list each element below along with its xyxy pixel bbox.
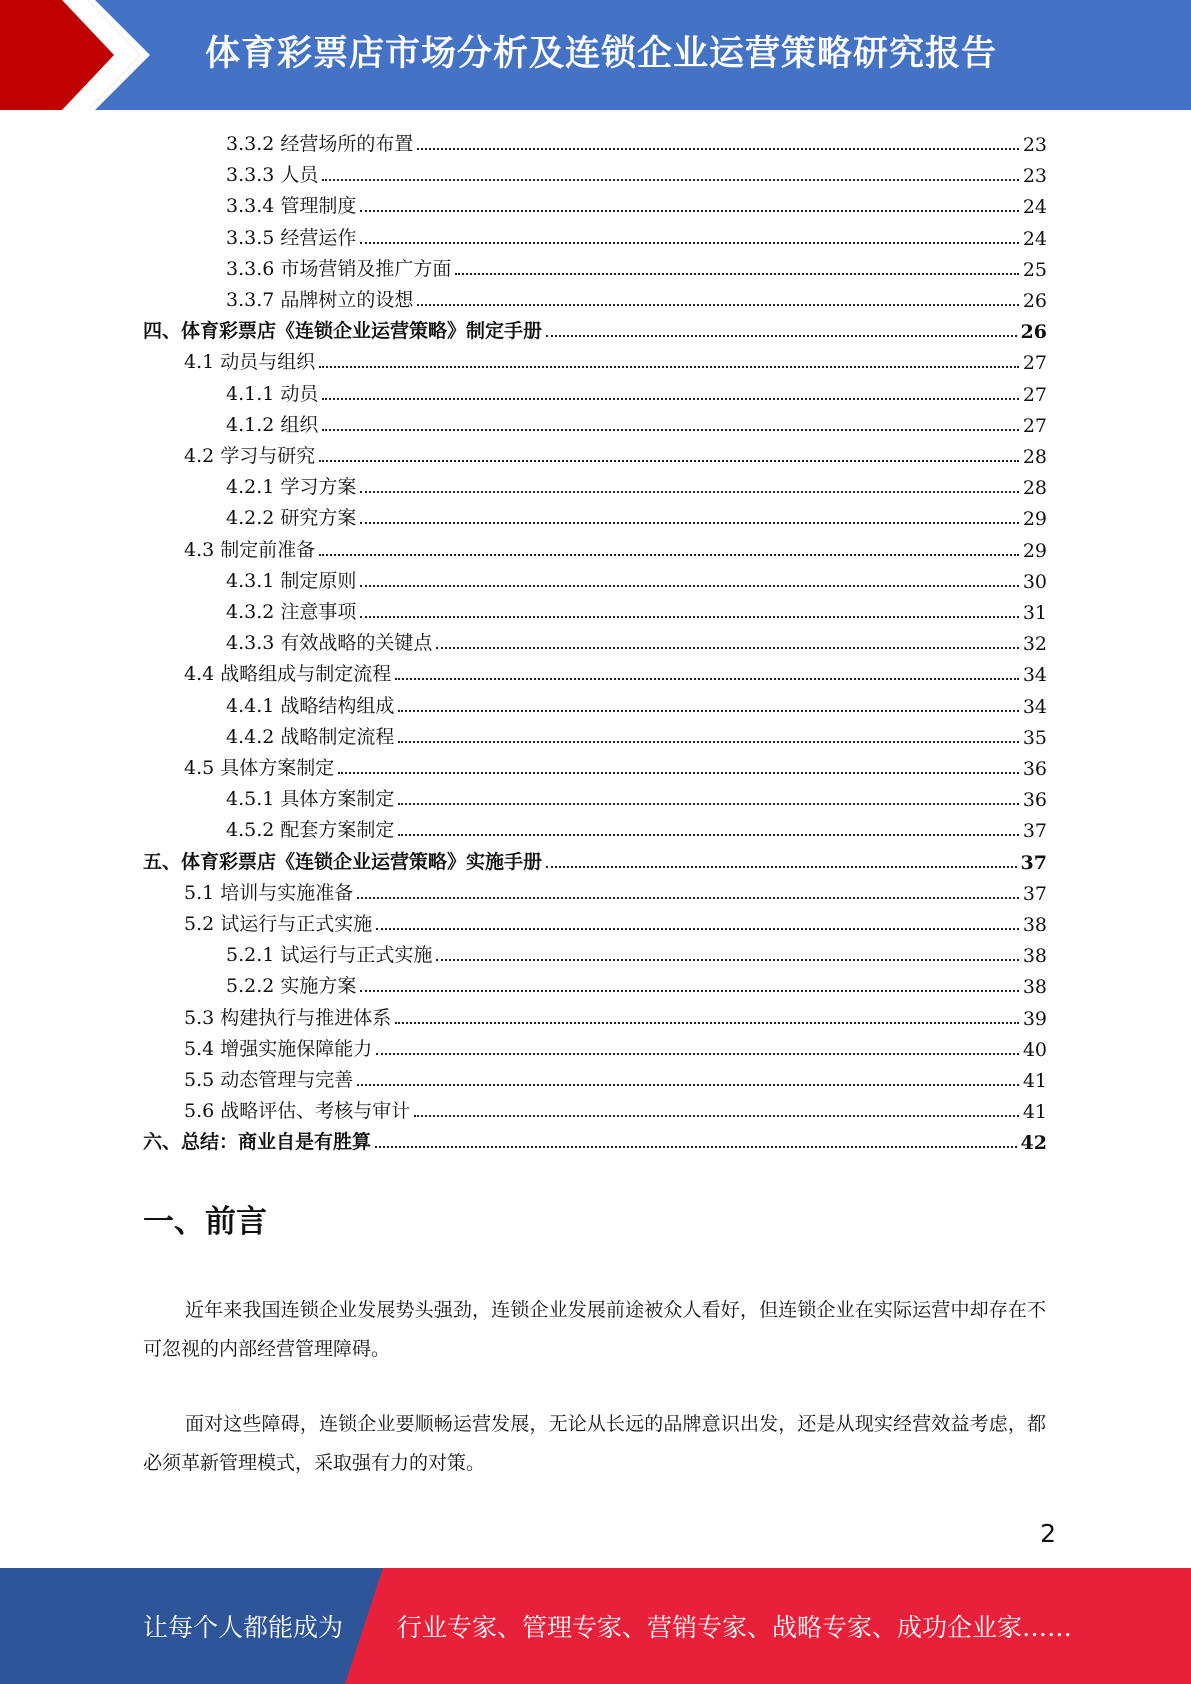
footer-slogan-right: 行业专家、管理专家、营销专家、战略专家、成功企业家…… [397,1613,1073,1642]
toc-entry-label: 5.4 增强实施保障能力 [184,1038,373,1060]
toc-leader-dots [360,209,1018,212]
toc-entry-page: 38 [1022,976,1047,998]
toc-leader-dots [357,896,1019,899]
toc-entry-page: 34 [1022,664,1047,686]
toc-entry-label: 4.3.3 有效战略的关键点 [226,632,433,654]
toc-entry-page: 42 [1020,1132,1047,1154]
toc-entry[interactable] [184,874,1047,905]
toc-entry-label: 5.2.2 实施方案 [226,975,357,997]
toc-entry-page: 27 [1022,384,1047,406]
toc-entry-label: 4.2 学习与研究 [184,445,316,467]
toc-entry-label: 4.1.2 组织 [226,414,319,436]
toc-entry-label: 五、体育彩票店《连锁企业运营策略》实施手册 [143,851,543,873]
toc-leader-dots [398,833,1018,836]
toc-entry[interactable] [184,1061,1047,1092]
toc-entry-label: 3.3.3 人员 [226,164,319,186]
toc-entry-label: 5.1 培训与实施准备 [184,882,354,904]
toc-entry[interactable] [226,406,1047,437]
toc-entry[interactable] [226,811,1047,842]
toc-entry-label: 4.2.2 研究方案 [226,507,357,529]
toc-entry-label: 3.3.7 品牌树立的设想 [226,289,414,311]
toc-leader-dots [376,1052,1019,1055]
toc-entry-label: 5.5 动态管理与完善 [184,1069,354,1091]
toc-entry[interactable] [226,187,1047,218]
toc-leader-dots [360,241,1018,244]
toc-entry-label: 4.1 动员与组织 [184,351,316,373]
toc-leader-dots [319,365,1019,368]
toc-leader-dots [322,428,1018,431]
toc-entry[interactable] [226,219,1047,250]
toc-entry-page: 32 [1022,633,1047,655]
toc-entry-label: 3.3.5 经营运作 [226,227,357,249]
page-header [0,0,1191,110]
toc-entry[interactable] [226,780,1047,811]
toc-leader-dots [395,1021,1019,1024]
toc-leader-dots [414,1114,1019,1117]
toc-entry[interactable] [143,1123,1047,1154]
toc-entry-page: 34 [1022,696,1047,718]
toc-leader-dots [357,1083,1019,1086]
toc-entry-page: 37 [1020,852,1047,874]
toc-entry[interactable] [226,624,1047,655]
toc-leader-dots [417,303,1018,306]
toc-leader-dots [376,927,1019,930]
toc-leader-dots [360,615,1018,618]
page-footer [0,1568,1191,1684]
toc-leader-dots [436,646,1018,649]
toc-entry[interactable] [184,749,1047,780]
section-heading: 一、前言 [143,1204,267,1240]
footer-slogan-left: 让每个人都能成为 [143,1613,344,1642]
toc-leader-dots [360,521,1018,524]
toc-entry[interactable] [184,1030,1047,1061]
toc-entry[interactable] [226,562,1047,593]
toc-entry-page: 25 [1022,259,1047,281]
toc-entry-label: 3.3.4 管理制度 [226,195,357,217]
toc-entry[interactable] [226,593,1047,624]
toc-entry-page: 29 [1022,508,1047,530]
toc-entry-page: 23 [1022,165,1047,187]
toc-leader-dots [360,490,1018,493]
toc-entry-label: 4.3.1 制定原则 [226,570,357,592]
toc-entry[interactable] [226,468,1047,499]
toc-entry[interactable] [226,250,1047,281]
toc-leader-dots [455,272,1018,275]
toc-entry-label: 4.4 战略组成与制定流程 [184,663,392,685]
toc-entry-page: 24 [1022,228,1047,250]
toc-entry-label: 4.2.1 学习方案 [226,476,357,498]
toc-entry-label: 5.2.1 试运行与正式实施 [226,944,433,966]
toc-entry[interactable] [226,281,1047,312]
toc-entry-page: 29 [1022,540,1047,562]
toc-entry-page: 36 [1022,789,1047,811]
toc-entry-label: 4.3.2 注意事项 [226,601,357,623]
toc-entry[interactable] [226,718,1047,749]
paragraph-2: 面对这些障碍，连锁企业要顺畅运营发展，无论从长远的品牌意识出发，还是从现实经营效益考虑，都必须革新管理模式，采取强有力的对策。 [143,1413,1046,1474]
toc-entry-page: 28 [1022,477,1047,499]
toc-entry-page: 24 [1022,196,1047,218]
toc-leader-dots [398,709,1018,712]
toc-entry-label: 4.5 具体方案制定 [184,757,335,779]
document-title: 体育彩票店市场分析及连锁企业运营策略研究报告 [205,34,998,74]
toc-leader-dots [546,334,1017,337]
toc-leader-dots [360,989,1018,992]
toc-entry-label: 5.2 试运行与正式实施 [184,913,373,935]
toc-entry-label: 3.3.2 经营场所的布置 [226,133,414,155]
toc-entry-page: 26 [1020,321,1047,343]
toc-entry-label: 3.3.6 市场营销及推广方面 [226,258,452,280]
toc-leader-dots [338,771,1019,774]
toc-leader-dots [319,553,1019,556]
toc-entry-label: 四、体育彩票店《连锁企业运营策略》制定手册 [143,320,543,342]
toc-entry[interactable] [226,687,1047,718]
toc-entry-label: 5.3 构建执行与推进体系 [184,1007,392,1029]
toc-entry[interactable] [184,531,1047,562]
toc-entry-page: 38 [1022,914,1047,936]
toc-entry-page: 36 [1022,758,1047,780]
toc-entry-page: 26 [1022,290,1047,312]
toc-leader-dots [398,802,1018,805]
toc-entry-page: 30 [1022,571,1047,593]
toc-entry-page: 37 [1022,820,1047,842]
toc-entry[interactable] [226,967,1047,998]
toc-entry[interactable] [226,156,1047,187]
toc-entry-page: 37 [1022,883,1047,905]
toc-entry-page: 28 [1022,446,1047,468]
toc-leader-dots [546,865,1017,868]
toc-leader-dots [375,1145,1017,1148]
toc-entry-label: 4.4.2 战略制定流程 [226,726,395,748]
toc-entry[interactable] [226,125,1047,156]
header-arrow-decoration [0,0,160,110]
toc-entry-page: 38 [1022,945,1047,967]
toc-entry[interactable] [184,999,1047,1030]
toc-entry-page: 31 [1022,602,1047,624]
toc-entry[interactable] [184,343,1047,374]
toc-entry-label: 4.3 制定前准备 [184,539,316,561]
toc-entry[interactable] [226,499,1047,530]
toc-leader-dots [417,147,1018,150]
toc-entry-page: 27 [1022,352,1047,374]
toc-entry[interactable] [226,375,1047,406]
paragraph-1: 近年来我国连锁企业发展势头强劲，连锁企业发展前途被众人看好，但连锁企业在实际运营中却存在不可忽视的内部经营管理障碍。 [143,1299,1046,1360]
page-number: 2 [1040,1519,1056,1548]
toc-leader-dots [398,740,1018,743]
toc-leader-dots [319,459,1019,462]
toc-entry-page: 23 [1022,134,1047,156]
toc-leader-dots [322,178,1018,181]
toc-entry[interactable] [143,312,1047,343]
toc-entry-label: 4.4.1 战略结构组成 [226,695,395,717]
toc-entry[interactable] [143,843,1047,874]
toc-entry[interactable] [184,905,1047,936]
toc-entry-page: 41 [1022,1070,1047,1092]
toc-leader-dots [395,677,1019,680]
toc-entry-label: 4.5.2 配套方案制定 [226,819,395,841]
toc-entry[interactable] [184,655,1047,686]
toc-entry[interactable] [184,1092,1047,1123]
toc-entry-page: 39 [1022,1008,1047,1030]
toc-entry-page: 27 [1022,415,1047,437]
toc-entry-label: 5.6 战略评估、考核与审计 [184,1100,411,1122]
toc-entry-page: 40 [1022,1039,1047,1061]
toc-leader-dots [436,958,1018,961]
toc-leader-dots [322,397,1018,400]
toc-entry-label: 六、总结：商业自是有胜算 [143,1131,372,1153]
toc-entry-label: 4.1.1 动员 [226,383,319,405]
toc-leader-dots [360,584,1018,587]
toc-entry[interactable] [226,936,1047,967]
toc-entry-page: 41 [1022,1101,1047,1123]
toc-entry[interactable] [184,437,1047,468]
toc-entry-page: 35 [1022,727,1047,749]
toc-entry-label: 4.5.1 具体方案制定 [226,788,395,810]
